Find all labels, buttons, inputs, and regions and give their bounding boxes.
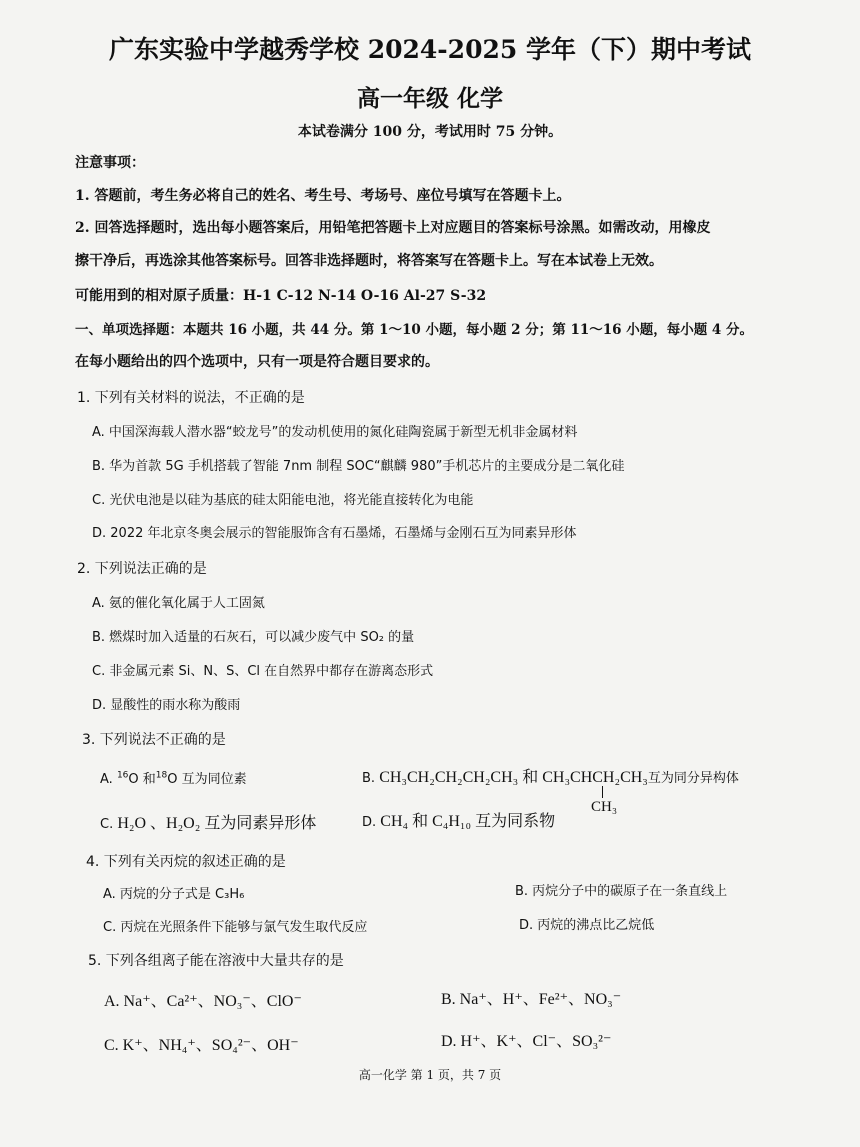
q3-option-c	[100, 810, 316, 833]
q4-option-b: B. 丙烷分子中的碳原子在一条直线上	[515, 884, 728, 899]
q3-b-relation: 互为同分异构体	[647, 771, 739, 786]
q4-option-a: A. 丙烷的分子式是 C₃H₆	[103, 887, 245, 902]
section-1-line-2: 在每小题给出的四个选项中，只有一项是符合题目要求的。	[75, 354, 439, 370]
q3-b-branch-bond	[602, 786, 603, 798]
q3-b-branch: CH₃	[591, 799, 618, 815]
q1-stem: 1. 下列有关材料的说法，不正确的是	[77, 390, 305, 406]
page-footer: 高一化学 第 1 页，共 7 页	[358, 1068, 502, 1082]
q5-option-a: A. Na⁺、Ca²⁺、NO₃⁻、ClO⁻	[104, 993, 302, 1010]
q3-option-d	[362, 808, 555, 831]
q4-option-d: D. 丙烷的沸点比乙烷低	[519, 918, 655, 933]
q4-stem: 4. 下列有关丙烷的叙述正确的是	[86, 854, 286, 870]
q3-a-element-2: O 互为同位素	[167, 772, 247, 787]
q3-a-mass-18: 18	[155, 770, 168, 781]
q3-stem: 3. 下列说法不正确的是	[82, 732, 226, 748]
exam-subtitle: 高一年级 化学	[356, 85, 503, 112]
q1-option-c: C. 光伏电池是以硅为基底的硅太阳能电池，将光能直接转化为电能	[92, 493, 474, 508]
q1-option-a: A. 中国深海载人潜水器“蛟龙号”的发动机使用的氮化硅陶瓷属于新型无机非金属材料	[92, 425, 578, 440]
q2-option-c: C. 非金属元素 Si、N、S、Cl 在自然界中都存在游离态形式	[92, 664, 434, 679]
q5-option-b: B. Na⁺、H⁺、Fe²⁺、NO₃⁻	[441, 991, 622, 1008]
q5-option-d: D. H⁺、K⁺、Cl⁻、SO₃²⁻	[441, 1033, 612, 1050]
q3-c-text: H₂O 、H₂O₂ 互为同素异形体	[117, 815, 317, 832]
q3-option-a	[100, 768, 247, 787]
q5-option-c: C. K⁺、NH₄⁺、SO₄²⁻、OH⁻	[104, 1037, 299, 1054]
exam-info: 本试卷满分 100 分，考试用时 75 分钟。	[297, 124, 563, 140]
q3-b-label: B.	[362, 771, 376, 786]
q5-stem: 5. 下列各组离子能在溶液中大量共存的是	[88, 953, 344, 969]
notice-item-2b: 擦干净后，再选涂其他答案标号。回答非选择题时，将答案写在答题卡上。写在本试卷上无效。	[75, 253, 663, 269]
q3-c-label: C.	[100, 817, 114, 832]
q3-b-formulas: CH₃CH₂CH₂CH₂CH₃ 和 CH₃CHCH₂CH₃	[379, 769, 648, 786]
exam-title: 广东实验中学越秀学校 2024-2025 学年（下）期中考试	[109, 35, 751, 64]
section-1-line-1: 一、单项选择题：本题共 16 小题，共 44 分。第 1～10 小题，每小题 2 分；第 11～16 小题，每小题 4 分。	[75, 322, 754, 338]
q3-a-mass-16: 16	[116, 770, 129, 781]
notice-item-2a: 2. 回答选择题时，选出每小题答案后，用铅笔把答题卡上对应题目的答案标号涂黑。如需改动，用橡皮	[75, 220, 711, 236]
q3-option-b	[362, 764, 739, 787]
q2-option-d: D. 显酸性的雨水称为酸雨	[92, 698, 241, 713]
q2-option-b: B. 燃煤时加入适量的石灰石，可以减少废气中 SO₂ 的量	[92, 630, 415, 645]
q3-d-label: D.	[362, 815, 377, 830]
q3-a-label: A.	[100, 772, 113, 787]
q2-stem: 2. 下列说法正确的是	[77, 561, 207, 577]
q3-a-element-1: O 和	[128, 772, 156, 787]
q2-option-a: A. 氨的催化氧化属于人工固氮	[92, 596, 265, 611]
notice-heading: 注意事项：	[75, 155, 145, 171]
q3-d-text: CH₄ 和 C₄H₁₀ 互为同系物	[380, 813, 556, 830]
q4-option-c: C. 丙烷在光照条件下能够与氯气发生取代反应	[103, 920, 368, 935]
notice-item-1: 1. 答题前，考生务必将自己的姓名、考生号、考场号、座位号填写在答题卡上。	[75, 188, 571, 204]
atomic-masses: 可能用到的相对原子质量：H-1 C-12 N-14 O-16 Al-27 S-32	[75, 288, 487, 304]
q1-option-d: D. 2022 年北京冬奥会展示的智能服饰含有石墨烯，石墨烯与金刚石互为同素异形体	[92, 526, 577, 541]
q1-option-b: B. 华为首款 5G 手机搭载了智能 7nm 制程 SOC“麒麟 980”手机芯片的主要成分是二氧化硅	[92, 459, 625, 474]
